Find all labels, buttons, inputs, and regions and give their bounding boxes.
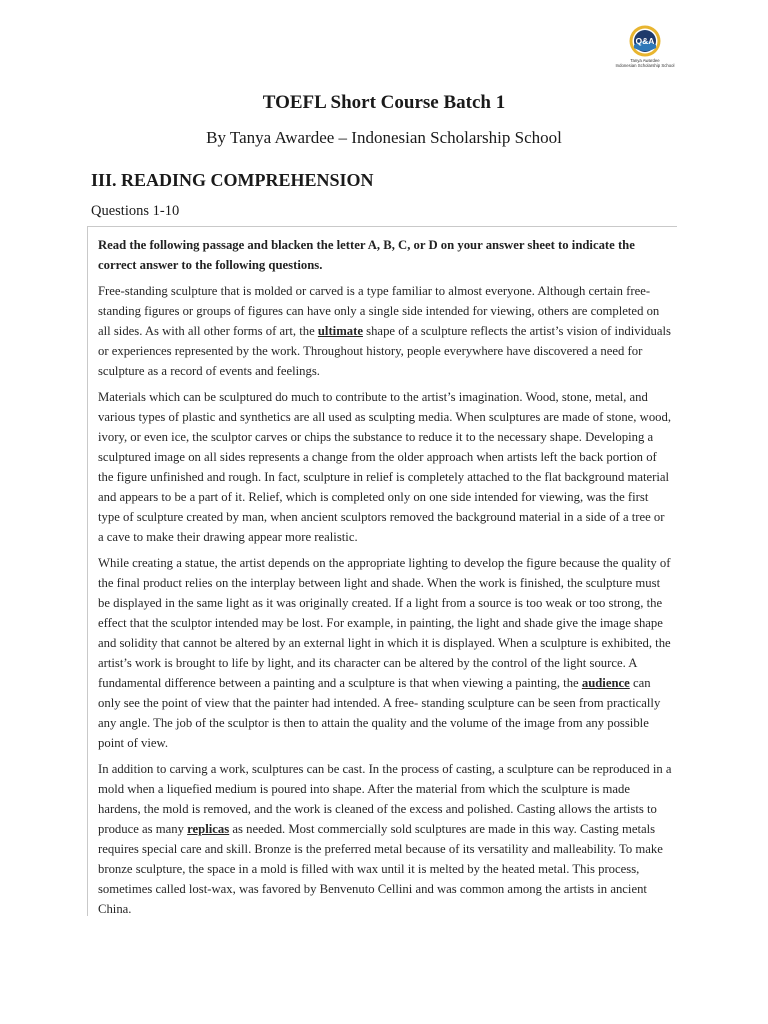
highlighted-word-replicas: replicas: [187, 822, 230, 836]
page-title: TOEFL Short Course Batch 1: [262, 92, 506, 113]
passage-paragraph-3: [98, 553, 672, 753]
passage-paragraph-1: [98, 281, 672, 381]
emblem-text: Q&A: [635, 36, 655, 46]
paragraph-4-text-a: In addition to carving a work, sculptures can be cast. In the process of casting, a sculpture can be reproduced in a mold when a liquefied medium is poured into shape. After the material from which the sculpture is made hardens, the mold is removed, and the work is cleaned of the excess and polished. Casting allows the artists to produce as many: [98, 762, 672, 836]
qa-emblem-icon: [628, 24, 662, 58]
paragraph-1-text-a: Free-standing sculpture that is molded or carved is a type familiar to almost everyone. Although certain free-standing figures or groups of figures can have only a single side intended for viewing, others are completed on all sides. As with all other forms of art, the: [98, 284, 660, 338]
questions-label: Questions 1-10: [91, 203, 180, 219]
passage-instructions: Read the following passage and blacken the letter A, B, C, or D on your answer sheet to indicate the correct answer to the following questions.: [98, 238, 635, 272]
paragraph-4-text-b: as needed. Most commercially sold sculptures are made in this way. Casting metals requires special care and skill. Bronze is the preferred metal because of its versatility and malleability. To make bronze sculpture, the space in a mold is filled with wax until it is melted by the heated metal. This process, sometimes called lost-wax, was favored by Benvenuto Cellini and was common among the artists in ancient China.: [98, 822, 663, 916]
section-heading: III. READING COMPREHENSION: [91, 170, 374, 190]
paragraph-1-text-b: shape of a sculpture reflects the artist’s vision of individuals or experiences represented by the work. Throughout history, people everywhere have discovered a need for sculpture as a record of events and feelings.: [98, 324, 671, 378]
reading-passage-box: [87, 226, 677, 916]
logo-line-1: Tanya Awardee: [630, 58, 660, 63]
paragraph-3-text-a: While creating a statue, the artist depends on the appropriate lighting to develop the figure because the quality of the final product relies on the interplay between light and shade. When the work is finished, the sculpture must be displayed in the same light as it was originally created. If a light from a source is too weak or too strong, the effect that the sculptor intended may be lost. For example, in painting, the light and shade give the image shape and solidity that cannot be altered by an external light in which it is displayed. When a sculpture is exhibited, the artist’s work is brought to life by light, and its character can be altered by the control of the light source. A fundamental difference between a painting and a sculpture is that when viewing a painting, the: [98, 556, 671, 690]
highlighted-word-audience: audience: [581, 676, 630, 690]
passage-paragraph-4: [98, 759, 672, 919]
page-subtitle: By Tanya Awardee – Indonesian Scholarship School: [206, 128, 562, 147]
highlighted-word-ultimate: ultimate: [317, 324, 363, 338]
paragraph-3-text-b: can only see the point of view that the painter had intended. A free- standing sculpture can be seen from practically any angle. The job of the sculptor is then to attain the quality and the volume of the image from any possible point of view.: [98, 676, 661, 750]
school-logo: [612, 24, 678, 68]
logo-line-2: Indonesian Scholarship School: [615, 63, 675, 68]
passage-paragraph-2: Materials which can be sculptured do much to contribute to the artist’s imagination. Wood, stone, metal, and various types of plastic and synthetics are all used as sculpting media. When sculptures are made of stone, wood, ivory, or even ice, the sculptor carves or chips the substance to reduce it to the necessary shape. Developing a sculptured image on all sides represents a change from the older approach when artists left the back portion of the figure unfinished and rough. In fact, sculpture in relief is completely attached to the flat background material and appears to be a part of it. Relief, which is completed only on one side intended for viewing, was the first type of sculpture created by man, when ancient sculptors removed the background material in a side of a tree or a cave to make their drawing appear more realistic.: [98, 390, 672, 544]
